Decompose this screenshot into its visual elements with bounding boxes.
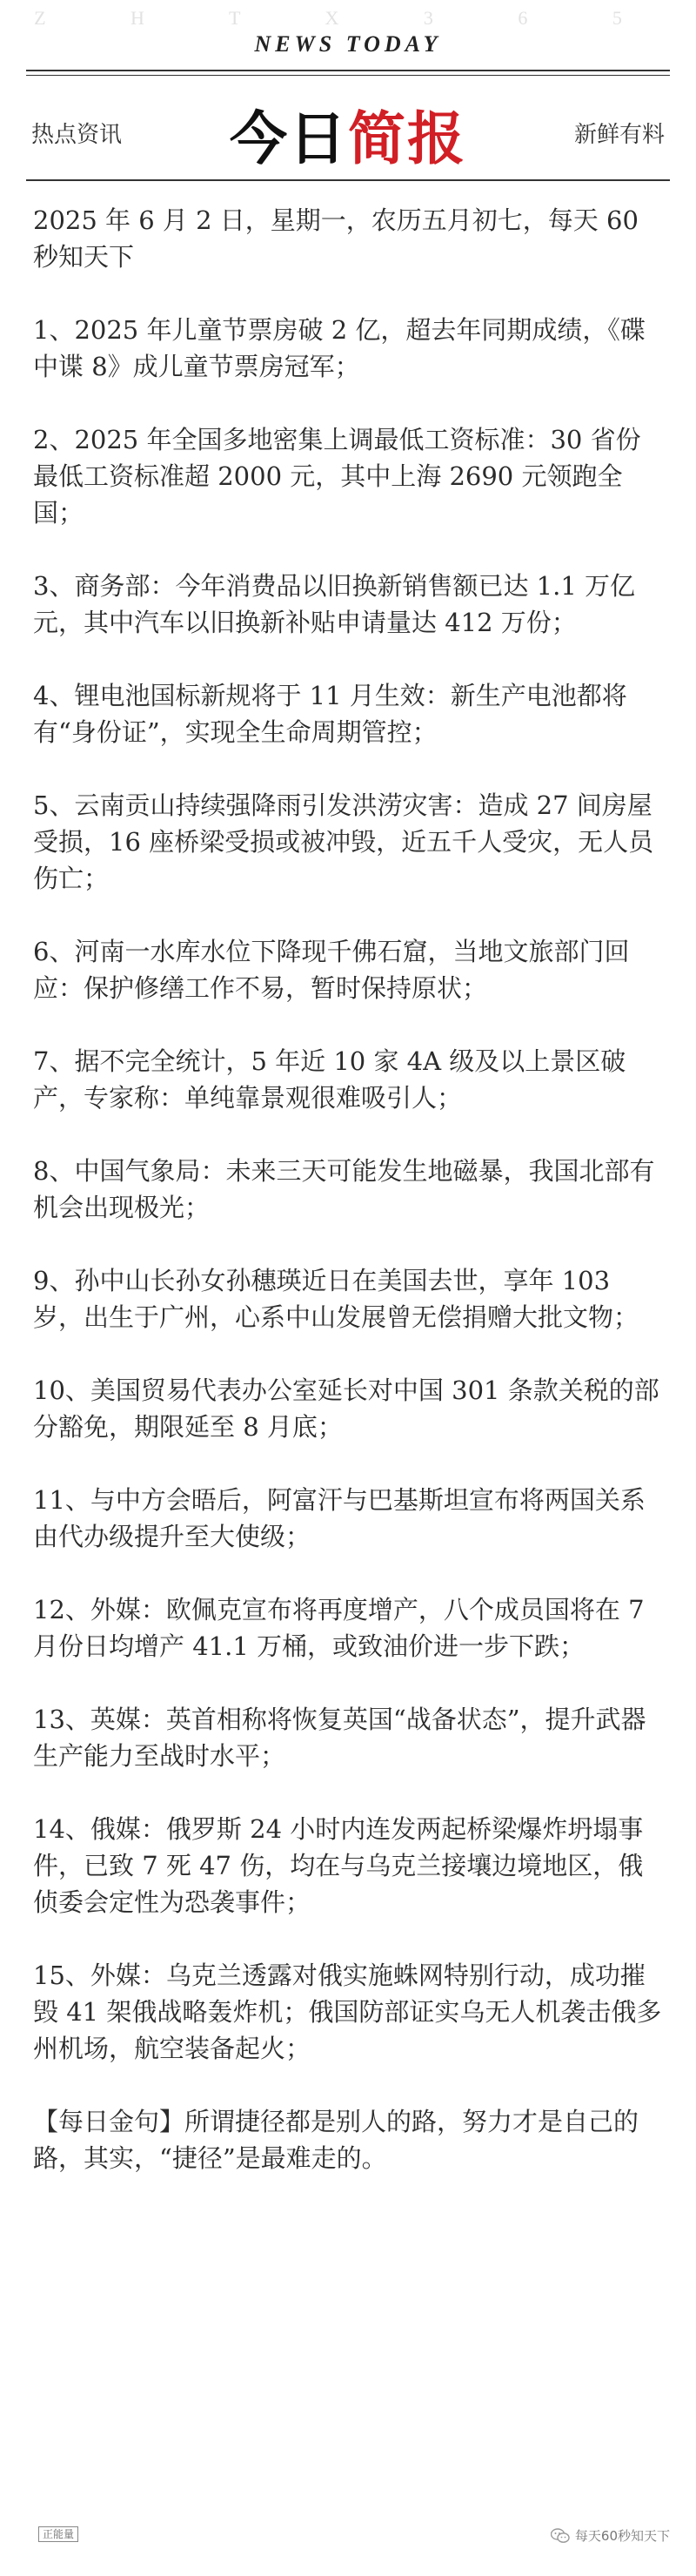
news-item: 5、云南贡山持续强降雨引发洪涝灾害：造成 27 间房屋受损，16 座桥梁受损或被冲毁，近五千人受灾，无人员伤亡； [33,790,654,893]
news-item: 9、孙中山长孙女孙穗瑛近日在美国去世，享年 103 岁，出生于广州，心系中山发展曾无偿捐赠大批文物； [33,1266,639,1332]
left-tag: 热点资讯 [31,122,123,148]
footer [0,2516,696,2568]
briefing-content [33,202,663,2176]
right-tag: 新鲜有料 [573,122,665,148]
brand-title-part1: 今日 [230,105,348,172]
news-item: 10、美国贸易代表办公室延长对中国 301 条款关税的部分豁免，期限延至 8 月底； [33,1375,659,1442]
divider-bottom [26,179,670,181]
news-item: 7、据不完全统计，5 年近 10 家 4A 级及以上景区破产，专家称：单纯靠景观很难吸引人； [33,1046,626,1113]
intro-line: 2025 年 6 月 2 日，星期一，农历五月初七，每天 60 秒知天下 [33,205,647,272]
news-item: 13、英媒：英首相称将恢复英国“战备状态”，提升武器生产能力至战时水平； [33,1705,646,1771]
news-item: 3、商务部：今年消费品以旧换新销售额已达 1.1 万亿元，其中汽车以旧换新补贴申请量达 412 万份； [33,571,636,637]
news-item: 2、2025 年全国多地密集上调最低工资标准：30 省份最低工资标准超 2000 元，其中上海 2690 元领跑全国； [33,425,641,528]
news-item: 12、外媒：欧佩克宣布将再度增产，八个成员国将在 7 月份日均增产 41.1 万桶，或致油价进一步下跌； [33,1595,652,1661]
news-item: 1、2025 年儿童节票房破 2 亿，超去年同期成绩，《碟中谍 8》成儿童节票房冠军； [33,315,646,381]
news-item: 15、外媒：乌克兰透露对俄实施蛛网特别行动，成功摧毁 41 架俄战略轰炸机；俄国防部证实乌无人机袭击俄多州机场，航空装备起火； [33,1961,662,2063]
news-item: 11、与中方会晤后，阿富汗与巴基斯坦宣布将两国关系由代办级提升至大使级； [33,1485,646,1551]
footer-source-label: 每天60秒知天下 [574,2528,670,2544]
news-item: 8、中国气象局：未来三天可能发生地磁暴，我国北部有机会出现极光； [33,1156,655,1222]
brand-title-part2: 简报 [348,105,466,172]
news-item: 6、河南一水库水位下降现千佛石窟，当地文旅部门回应：保护修缮工作不易，暂时保持原状； [33,937,630,1003]
daily-quote: 【每日金句】所谓捷径都是别人的路，努力才是自己的路，其实，“捷径”是最难走的。 [33,2107,639,2173]
news-item: 14、俄媒：俄罗斯 24 小时内连发两起桥梁爆炸坍塌事件，已致 7 死 47 伤，均在与乌克兰接壤边境地区，俄侦委会定性为恐袭事件； [33,1814,644,1917]
divider-top [26,70,670,71]
masthead [0,0,696,174]
footer-source [551,2526,670,2545]
footer-badge: 正能量 [38,2526,78,2542]
news-item: 4、锂电池国标新规将于 11 月生效：新生产电池都将有“身份证”，实现全生命周期管控； [33,681,627,747]
masthead-watermark: Z H T X 3 6 5 [34,7,662,29]
divider-top-thin [26,75,670,76]
wechat-icon [551,2528,570,2544]
news-today-label: NEWS TODAY [254,31,442,57]
